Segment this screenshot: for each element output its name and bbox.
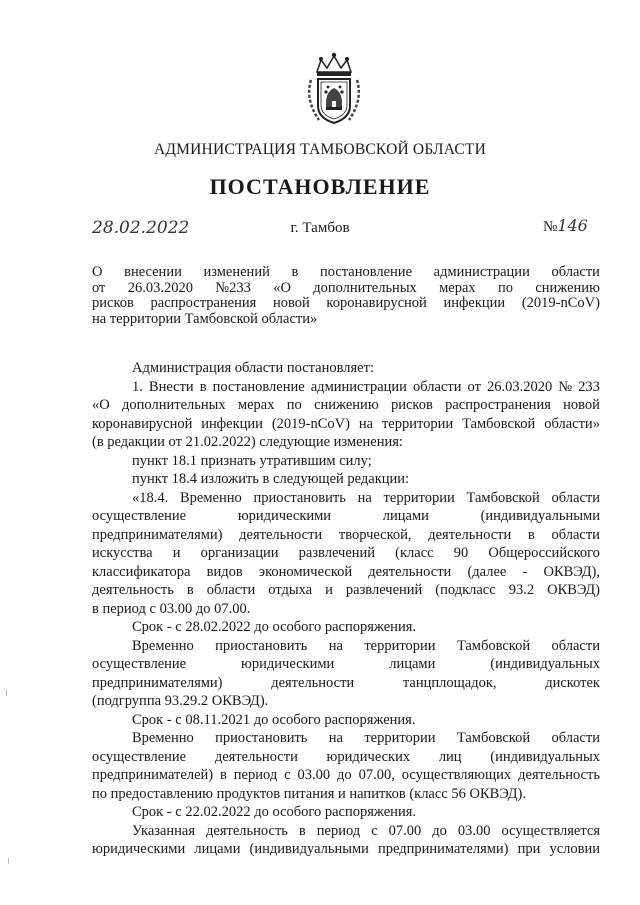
document-number [543, 216, 588, 236]
subject-line: от 26.03.2020 №233 «О дополнительных мерах по снижению [92, 279, 600, 296]
document-body [92, 359, 600, 859]
body-line: предпринимателями) деятельности творческой, деятельности в области [92, 526, 600, 543]
body-line: Срок - с 08.11.2021 до особого распоряжения. [132, 711, 416, 728]
handwritten-number: 146 [557, 216, 588, 235]
organization-title: АДМИНИСТРАЦИЯ ТАМБОВСКОЙ ОБЛАСТИ [154, 141, 486, 158]
body-line: «О дополнительных мерах по снижению рисков распространения новой [92, 397, 600, 413]
body-line: осуществление юридическими лицами (индивидуальных [92, 656, 600, 672]
body-line: осуществление деятельности юридических лиц (индивидуальных [92, 748, 600, 765]
scan-mark [8, 858, 9, 864]
body-line: предпринимателями) деятельности танцплощадок, дискотек [92, 674, 600, 691]
scan-mark [6, 690, 7, 696]
tambov-coat-of-arms-emblem [303, 52, 365, 128]
body-line: (в редакции от 21.02.2022) следующие изменения: [92, 434, 403, 450]
body-line: коронавирусной инфекции (2019-nCoV) на территории Тамбовской области» [92, 415, 600, 432]
body-line: в период с 03.00 до 07.00. [92, 600, 251, 617]
body-line: (подгруппа 93.29.2 ОКВЭД). [92, 693, 269, 709]
body-line: предпринимателей) в период с 03.00 до 07.00, осуществляющих деятельность [92, 767, 600, 783]
body-line: Срок - с 22.02.2022 до особого распоряжения. [132, 804, 416, 820]
body-line: Срок - с 28.02.2022 до особого распоряжения. [132, 619, 416, 635]
subject-line: на территории Тамбовской области» [92, 310, 318, 327]
document-type-title: ПОСТАНОВЛЕНИЕ [209, 174, 431, 199]
document-subject [92, 265, 600, 327]
number-prefix: № [543, 219, 558, 235]
body-line: юридическими лицами (индивидуальными предпринимателями) при условии [92, 841, 600, 857]
body-line: деятельность в области отдыха и развлечений (подкласс 93.2 ОКВЭД) [92, 582, 600, 598]
body-line: пункт 18.4 изложить в следующей редакции: [132, 471, 410, 487]
body-line: классификатора видов экономической деятельности (далее - ОКВЭД), [92, 563, 600, 580]
subject-line: рисков распространения новой коронавирусной инфекции (2019-nCoV) [92, 295, 600, 311]
body-line: по предоставлению продуктов питания и напитков (класс 56 ОКВЭД). [92, 785, 526, 802]
body-line: Указанная деятельность в период с 07.00 до 03.00 осуществляется [132, 822, 600, 839]
city-label: г. Тамбов [290, 220, 350, 236]
body-line: 1. Внести в постановление администрации области от 26.03.2020 № 233 [132, 378, 600, 395]
handwritten-date: 28.02.2022 [92, 218, 190, 238]
body-line: искусства и организации развлечений (класс 90 Общероссийского [92, 545, 600, 561]
body-line: пункт 18.1 признать утратившим силу; [132, 452, 372, 469]
subject-line: О внесении изменений в постановление администрации области [92, 264, 600, 280]
body-line: Временно приостановить на территории Тамбовской области [132, 730, 600, 746]
body-line: Администрация области постановляет: [132, 360, 374, 376]
body-line: осуществление юридическими лицами (индивидуальными [92, 508, 600, 524]
body-line: Временно приостановить на территории Тамбовской области [132, 637, 600, 654]
body-line: «18.4. Временно приостановить на территории Тамбовской области [132, 489, 600, 506]
